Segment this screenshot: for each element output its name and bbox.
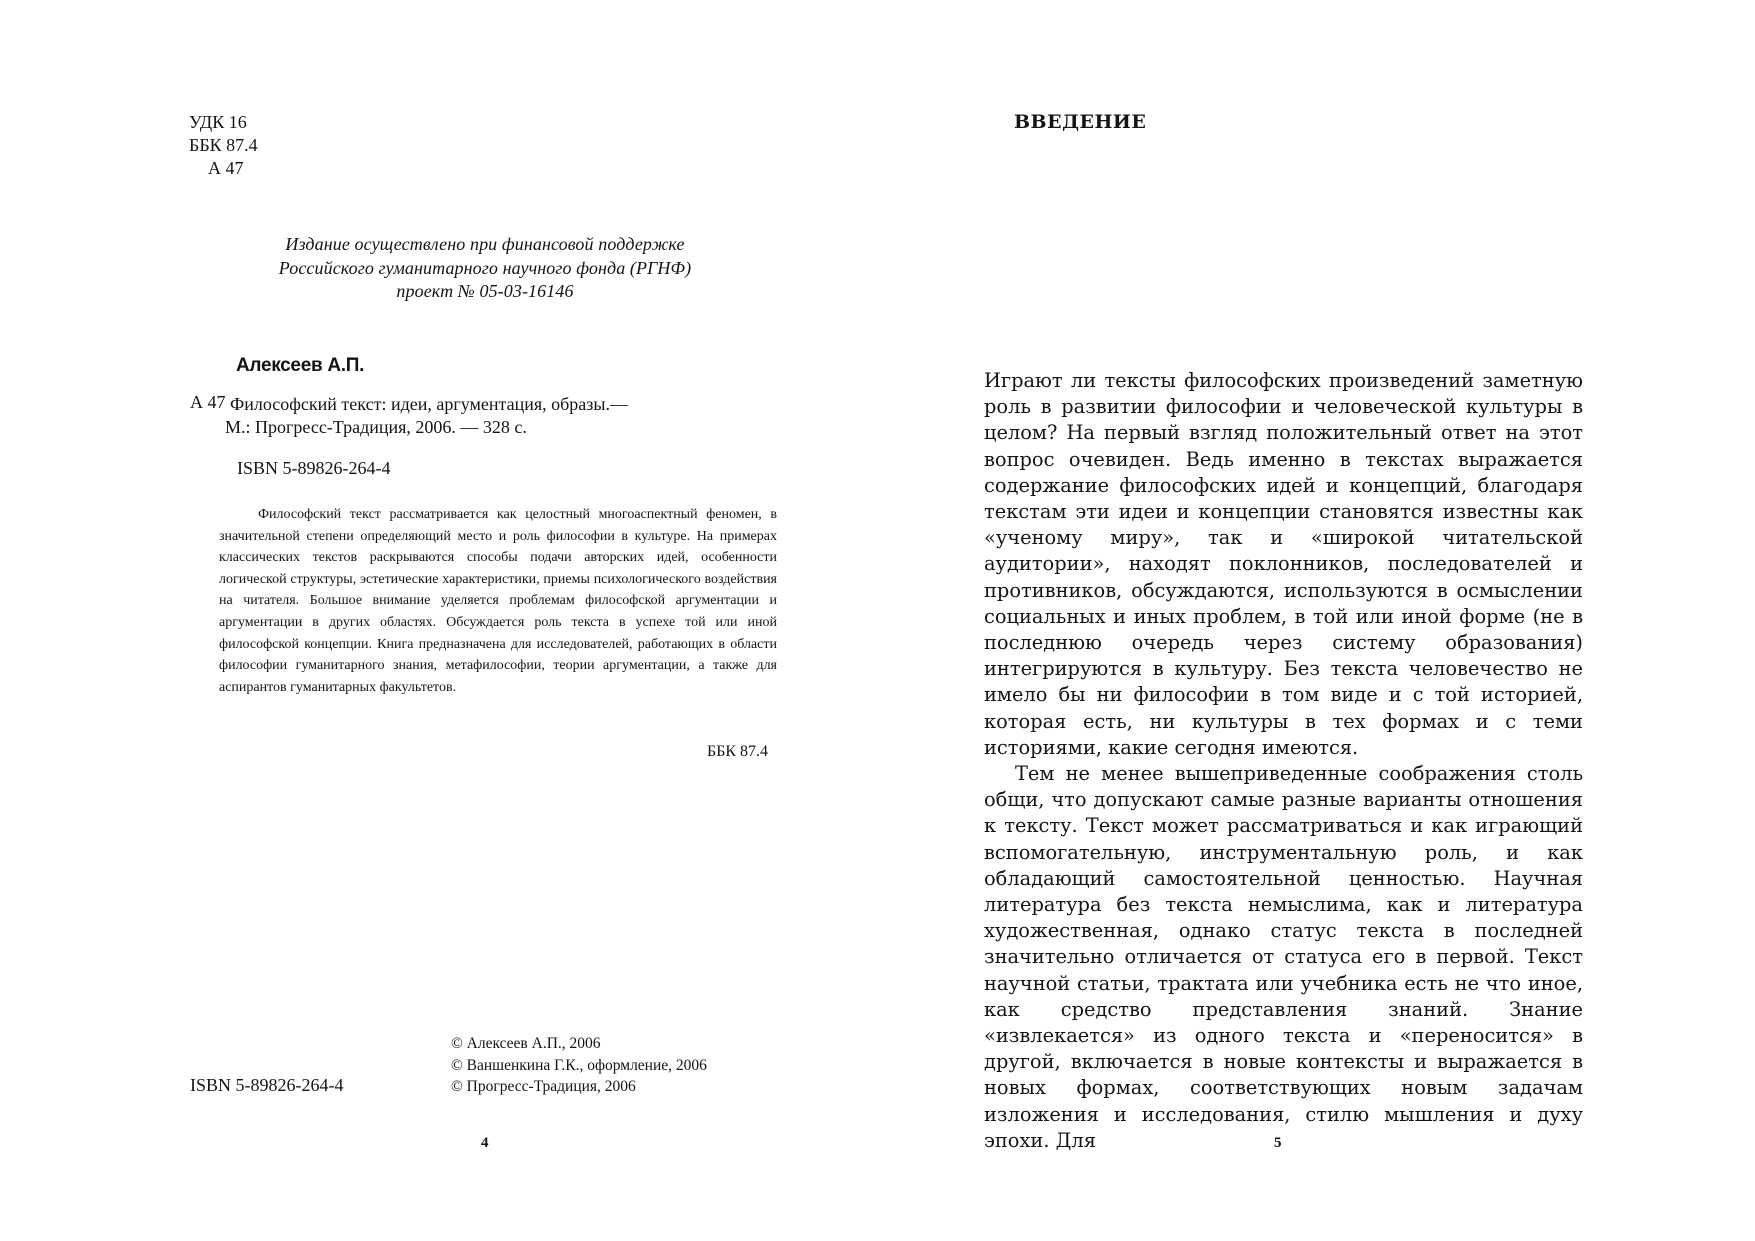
- page-number-left: 4: [481, 1135, 489, 1151]
- copyright-line: © Прогресс-Традиция, 2006: [451, 1078, 636, 1095]
- isbn-bottom: ISBN 5-89826-264-4: [190, 1075, 344, 1095]
- copyright-line: © Ваншенкина Г.К., оформление, 2006: [451, 1056, 707, 1074]
- classification-block: [189, 111, 258, 180]
- bbk-code: ББК 87.4: [189, 135, 258, 155]
- left-page: [0, 0, 877, 1241]
- funding-notice: [230, 233, 740, 304]
- title-line-2: М.: Прогресс-Традиция, 2006. — 328 с.: [225, 417, 527, 437]
- chapter-title: ВВЕДЕНИЕ: [1014, 111, 1147, 133]
- bbk-bottom: ББК 87.4: [707, 743, 769, 760]
- title-line-1: Философский текст: идеи, аргументация, образы.—: [230, 394, 628, 414]
- right-page: [877, 0, 1755, 1241]
- paragraph: Тем не менее вышеприведенные соображения столь общи, что допускают самые разные варианты отношения к тексту. Текст может рассматриваться и как играющий вспомогательную, инструментальную роль, и как обладающий самостоятельной ценностью. Научная литература без текста немыслима, как и литература художественная, однако статус текста в последней значительно отличается от статуса его в первой. Текст научной статьи, трактата или учебника есть не что иное, как средство представления знаний. Знание «извлекается» из одного текста и «переносится» в другой, включается в новые контексты и выражается в новых формах, соответствующих новым задачам изложения и исследования, стилю мышления и духу эпохи. Для: [984, 762, 1583, 1152]
- funding-line-2: Российского гуманитарного научного фонда (РГНФ): [278, 257, 692, 278]
- isbn-record: ISBN 5-89826-264-4: [237, 458, 391, 478]
- udk-code: УДК 16: [189, 112, 247, 132]
- copyright-line: © Алексеев А.П., 2006: [451, 1035, 601, 1052]
- page-number-right: 5: [1274, 1135, 1282, 1151]
- author-sign: А 47: [208, 158, 244, 178]
- body-text: [984, 368, 1583, 1154]
- funding-line-3: проект № 05-03-16146: [396, 281, 574, 301]
- author-name: Алексеев А.П.: [236, 355, 365, 376]
- copyright-block: [451, 1033, 707, 1098]
- abstract-text: Философский текст рассматривается как целостный многоаспектный феномен, в значительной степени определяющий место и роль философии в культуре. На примерах классических текстов раскрываются способы подачи авторских идей, особенности логической структуры, эстетические характеристики, приемы психологического воздействия на читателя. Большое внимание уделяется проблемам философской аргументации и аргументации в других областях. Обсуждается роль текста в успехе той или иной философской концепции. Книга предназначена для исследователей, работающих в области философии гуманитарного знания, метафилософии, теории аргументации, а также для аспирантов гуманитарных факультетов.: [219, 507, 777, 695]
- paragraph: Играют ли тексты философских произведений заметную роль в развитии философии и человеческой культуры в целом? На первый взгляд положительный ответ на этот вопрос очевиден. Ведь именно в текстах выражается содержание философских идей и концепций, благодаря текстам эти идеи и концепции становятся известны как «ученому миру», так и «широкой читательской аудитории», находят поклонников, последователей и противников, обсуждаются, используются в осмыслении социальных и иных проблем, в той или иной форме (не в последнюю очередь через систему образования) интегрируются в культуру. Без текста человечество не имело бы ни философии в том виде и с той историей, которая есть, ни культуры в тех формах и с теми историями, какие сегодня имеются.: [984, 369, 1583, 759]
- library-cipher: А 47: [190, 392, 226, 412]
- book-title-description: [225, 385, 790, 439]
- funding-line-1: Издание осуществлено при финансовой поддержке: [285, 234, 685, 254]
